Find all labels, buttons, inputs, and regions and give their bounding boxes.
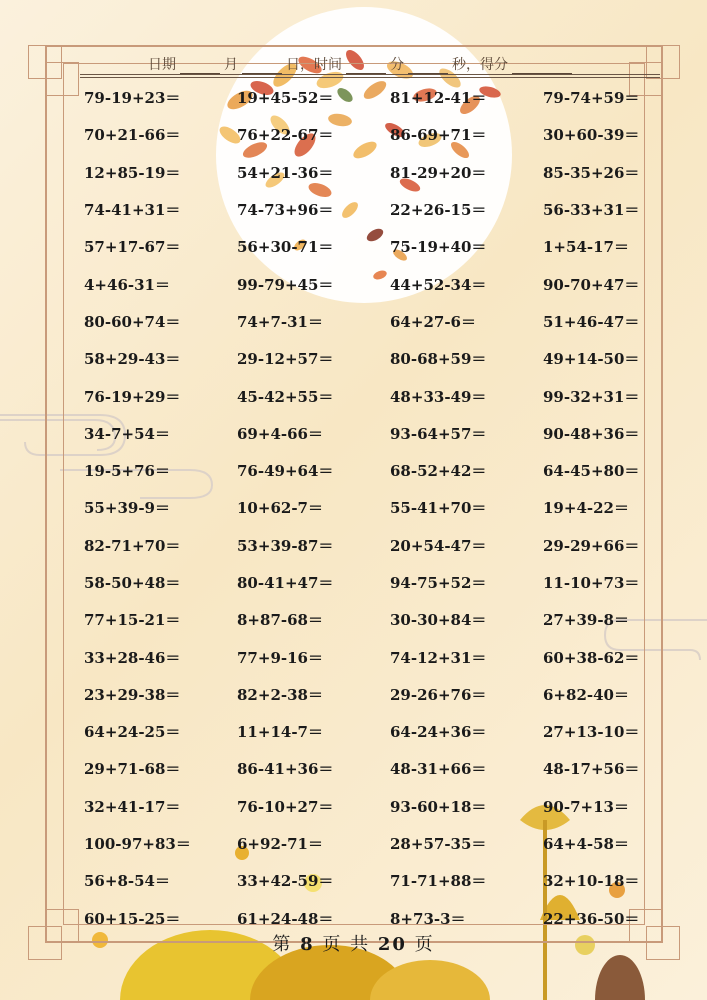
- date-label: 日期: [148, 57, 176, 73]
- math-problem: 64-45+80＝: [543, 462, 640, 481]
- total-pages: 20: [377, 934, 407, 955]
- math-problem: 76-10+27＝: [237, 797, 334, 816]
- math-problem: 8+87-68＝: [237, 611, 323, 630]
- math-problem: 60+15-25＝: [84, 909, 181, 928]
- math-problem: 29+71-68＝: [84, 760, 181, 779]
- math-problem: 33+42-59＝: [237, 872, 334, 891]
- math-problem: 56+8-54＝: [84, 872, 170, 891]
- math-problem: 85-35+26＝: [543, 163, 640, 182]
- math-problem: 79-19+23＝: [84, 89, 181, 108]
- math-problem: 86-41+36＝: [237, 760, 334, 779]
- math-problem: 60+38-62＝: [543, 648, 640, 667]
- math-problem: 19+4-22＝: [543, 499, 629, 518]
- math-problem: 74+7-31＝: [237, 312, 323, 331]
- math-problem: 61+24-48＝: [237, 909, 334, 928]
- math-problem: 74-12+31＝: [390, 648, 487, 667]
- math-problem: 48+33-49＝: [390, 387, 487, 406]
- math-problem: 74-73+96＝: [237, 201, 334, 220]
- math-problem: 64-24+36＝: [390, 723, 487, 742]
- math-problem: 80-41+47＝: [237, 574, 334, 592]
- math-problem: 70+21-66＝: [84, 126, 181, 145]
- math-problem: 57+17-67＝: [84, 238, 181, 257]
- math-problem: 90-7+13＝: [543, 797, 629, 816]
- page-footer: [0, 930, 707, 956]
- math-problem: 76-19+29＝: [84, 387, 181, 406]
- math-problem: 99-32+31＝: [543, 387, 640, 406]
- math-problem: 30+60-39＝: [543, 126, 640, 145]
- math-problem: 22+36-50＝: [543, 909, 640, 928]
- math-problem: 56+30-71＝: [237, 238, 334, 257]
- math-problem: 34-7+54＝: [84, 424, 170, 443]
- math-problem: 12+85-19＝: [84, 163, 181, 182]
- math-problem: 44+52-34＝: [390, 275, 487, 294]
- math-problem: 76-49+64＝: [237, 462, 334, 481]
- math-problem: 64+24-25＝: [84, 723, 181, 742]
- math-problem: 93-64+57＝: [390, 424, 487, 443]
- math-problem: 32+10-18＝: [543, 872, 640, 891]
- math-problem: 55-41+70＝: [390, 499, 487, 518]
- footer-suffix: 页: [414, 934, 435, 955]
- math-problem: 29-29+66＝: [543, 536, 640, 555]
- corner-box-top-left-b: [45, 62, 79, 96]
- minute-blank: [346, 59, 386, 74]
- header-divider-second: [80, 77, 660, 78]
- math-problem: 90-48+36＝: [543, 424, 640, 443]
- math-problem: 29-12+57＝: [237, 350, 334, 369]
- header-divider: [80, 74, 660, 75]
- math-problem: 86-69+71＝: [390, 126, 487, 145]
- math-problem: 33+28-46＝: [84, 648, 181, 667]
- math-problem: 19-5+76＝: [84, 462, 170, 481]
- math-problem: 28+57-35＝: [390, 835, 487, 854]
- second-blank: [408, 59, 448, 74]
- math-problem: 49+14-50＝: [543, 350, 640, 369]
- math-problem: 8+73-3＝: [390, 909, 466, 928]
- math-problem: 27+13-10＝: [543, 723, 640, 742]
- worksheet-header: [80, 52, 640, 74]
- math-problem: 6+92-71＝: [237, 835, 323, 854]
- problem-grid: [84, 79, 644, 928]
- math-problem: 23+29-38＝: [84, 685, 181, 704]
- math-problem: 71-71+88＝: [390, 872, 487, 891]
- footer-prefix: 第: [272, 934, 293, 955]
- math-problem: 74-41+31＝: [84, 201, 181, 220]
- math-problem: 93-60+18＝: [390, 797, 487, 816]
- math-problem: 56-33+31＝: [543, 201, 640, 220]
- math-problem: 48-31+66＝: [390, 760, 487, 779]
- math-problem: 51+46-47＝: [543, 312, 640, 331]
- math-problem: 64+27-6＝: [390, 312, 476, 331]
- math-problem: 45-42+55＝: [237, 387, 334, 406]
- day-blank: [242, 59, 282, 74]
- math-problem: 10+62-7＝: [237, 499, 323, 518]
- math-problem: 64+4-58＝: [543, 835, 629, 854]
- math-problem: 53+39-87＝: [237, 536, 334, 555]
- math-problem: 22+26-15＝: [390, 201, 487, 220]
- math-problem: 82+2-38＝: [237, 685, 323, 704]
- minute-label: 分: [390, 57, 404, 73]
- math-problem: 29-26+76＝: [390, 685, 487, 704]
- math-problem: 20+54-47＝: [390, 536, 487, 555]
- math-problem: 58-50+48＝: [84, 574, 181, 592]
- score-blank: [512, 59, 572, 74]
- date-blank: [180, 59, 220, 74]
- footer-middle: 页 共: [322, 934, 371, 955]
- math-problem: 75-19+40＝: [390, 238, 487, 257]
- math-problem: 81+12-41＝: [390, 89, 487, 108]
- math-problem: 82-71+70＝: [84, 536, 181, 555]
- math-problem: 100-97+83＝: [84, 835, 191, 854]
- math-problem: 1+54-17＝: [543, 238, 629, 257]
- math-problem: 54+21-36＝: [237, 163, 334, 182]
- math-problem: 58+29-43＝: [84, 350, 181, 369]
- math-problem: 4+46-31＝: [84, 275, 170, 294]
- math-problem: 11-10+73＝: [543, 574, 640, 592]
- page-number: 8: [300, 934, 315, 955]
- math-problem: 80-68+59＝: [390, 350, 487, 369]
- math-problem: 80-60+74＝: [84, 312, 181, 331]
- math-problem: 90-70+47＝: [543, 275, 640, 294]
- math-problem: 27+39-8＝: [543, 611, 629, 630]
- math-problem: 81-29+20＝: [390, 163, 487, 182]
- math-problem: 77+9-16＝: [237, 648, 323, 667]
- math-problem: 76+22-67＝: [237, 126, 334, 145]
- math-problem: 99-79+45＝: [237, 275, 334, 294]
- second-score-label: 秒，得分: [452, 57, 508, 73]
- math-problem: 94-75+52＝: [390, 574, 487, 592]
- math-problem: 68-52+42＝: [390, 462, 487, 481]
- math-problem: 79-74+59＝: [543, 89, 640, 108]
- math-problem: 11+14-7＝: [237, 723, 323, 742]
- math-problem: 48-17+56＝: [543, 760, 640, 779]
- day-time-label: 日，时间: [286, 57, 342, 73]
- math-problem: 6+82-40＝: [543, 685, 629, 704]
- math-problem: 32+41-17＝: [84, 797, 181, 816]
- math-problem: 55+39-9＝: [84, 499, 170, 518]
- math-problem: 69+4-66＝: [237, 424, 323, 443]
- math-problem: 19+45-52＝: [237, 89, 334, 108]
- math-problem: 30-30+84＝: [390, 611, 487, 630]
- math-problem: 77+15-21＝: [84, 611, 181, 630]
- month-label: 月: [224, 57, 238, 73]
